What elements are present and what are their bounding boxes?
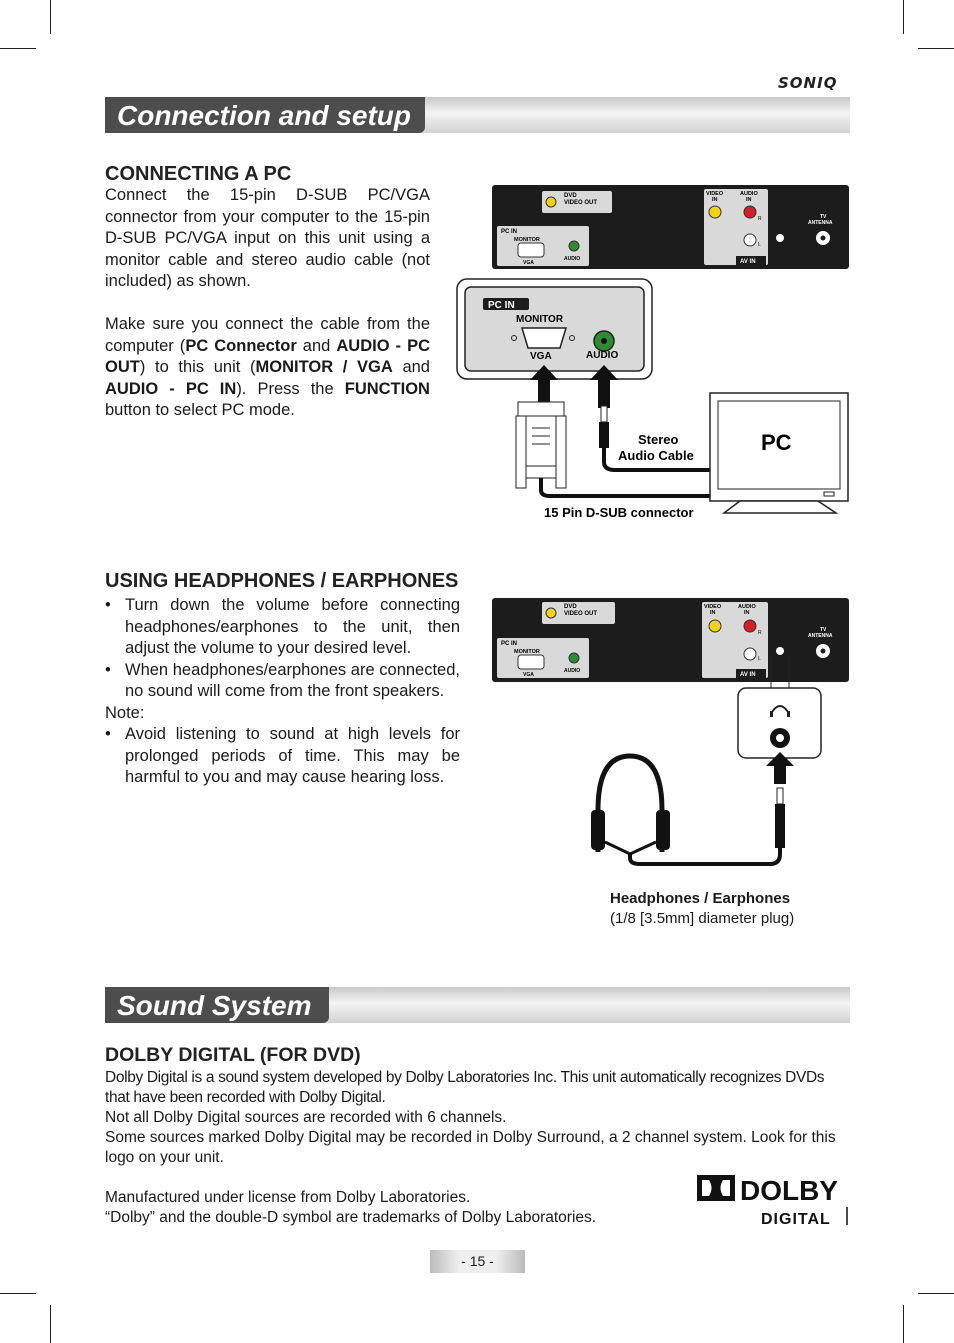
crop-mark	[0, 48, 36, 49]
svg-text:L: L	[758, 242, 761, 248]
svg-text:DVD: DVD	[564, 604, 577, 610]
dolby-word: DOLBY	[740, 1175, 838, 1206]
crop-mark	[903, 0, 904, 34]
svg-text:VIDEO OUT: VIDEO OUT	[564, 611, 598, 617]
note-label: Note:	[105, 703, 145, 722]
bullet-item: • When headphones/earphones are connected, no sound will come from the front speakers.	[105, 660, 460, 703]
svg-text:AUDIO: AUDIO	[738, 604, 756, 610]
back-panel	[492, 185, 849, 269]
dolby-heading: DOLBY DIGITAL (FOR DVD)	[105, 1044, 361, 1066]
pc-in-label: PC IN	[501, 229, 518, 235]
back-panel	[492, 598, 849, 682]
audio-plug	[599, 406, 609, 448]
svg-text:L: L	[758, 656, 761, 662]
dolby-line-4: Manufactured under license from Dolby Laboratories.	[105, 1189, 471, 1206]
crop-mark	[50, 1305, 51, 1343]
svg-text:IN: IN	[712, 197, 718, 203]
svg-text:MONITOR: MONITOR	[514, 649, 540, 655]
dolby-line-3: Some sources marked Dolby Digital may be recorded in Dolby Surround, a 2 channel system. Look for this logo on your unit.	[105, 1129, 836, 1166]
svg-text:TV: TV	[820, 627, 827, 633]
plug-size-caption: (1/8 [3.5mm] diameter plug)	[610, 910, 795, 927]
pc-heading: CONNECTING A PC	[105, 163, 292, 185]
svg-text:IN: IN	[710, 610, 716, 616]
bullet-item: • Avoid listening to sound at high levels for prolonged periods of time. This may be harmful to you and may cause hearing loss.	[105, 724, 460, 789]
pc-label: PC	[761, 430, 792, 455]
crop-mark	[918, 48, 954, 49]
brand-logo: SONIQ	[778, 74, 838, 92]
svg-text:AV IN: AV IN	[740, 672, 756, 678]
pc-monitor-illustration	[710, 393, 848, 513]
svg-text:VIDEO: VIDEO	[704, 604, 722, 610]
pc-paragraph-2: Make sure you connect the cable from the computer (PC Connector and AUDIO - PC OUT) to this unit (MONITOR / VGA and AUDIO - PC IN). Press the FUNCTION button to select PC mode.	[105, 315, 430, 419]
video-out-label: VIDEO OUT	[564, 200, 598, 206]
crop-mark	[903, 1305, 904, 1343]
svg-text:IN: IN	[744, 610, 750, 616]
headphones-text	[105, 595, 460, 789]
callout-pc-in-label: PC IN	[488, 300, 515, 311]
headphones-caption: Headphones / Earphones	[610, 890, 791, 907]
bullet-item: • Turn down the volume before connecting headphones/earphones to the unit, then adjust the volume to your desired level.	[105, 595, 460, 660]
page-number: - 15 -	[430, 1250, 525, 1273]
dolby-line-5: “Dolby” and the double-D symbol are trademarks of Dolby Laboratories.	[105, 1209, 597, 1226]
callout-vga-label: VGA	[530, 351, 552, 362]
digital-word: DIGITAL	[761, 1211, 831, 1228]
svg-text:ANTENNA: ANTENNA	[808, 220, 833, 226]
section-band-connection	[105, 97, 850, 133]
vga-plug	[516, 402, 566, 488]
vga-label: VGA	[523, 260, 534, 266]
crop-mark	[918, 1293, 954, 1294]
svg-text:R: R	[758, 216, 762, 222]
section-title: Sound System	[105, 987, 329, 1023]
audio-label: AUDIO	[564, 256, 581, 262]
pc-in-callout	[457, 279, 652, 379]
dvd-label: DVD	[564, 193, 577, 199]
stereo-label: Stereo	[638, 432, 679, 447]
dsub-label: 15 Pin D-SUB connector	[544, 505, 694, 520]
headphones-heading: USING HEADPHONES / EARPHONES	[105, 570, 459, 592]
svg-text:TV: TV	[820, 214, 827, 220]
svg-text:PC IN: PC IN	[501, 641, 518, 647]
dolby-digital-logo	[695, 1172, 851, 1228]
pc-connection-diagram	[440, 180, 860, 525]
svg-text:R: R	[758, 630, 762, 636]
headphones-diagram	[490, 596, 855, 896]
crop-mark	[0, 1293, 36, 1294]
svg-text:IN: IN	[746, 197, 752, 203]
svg-text:AUDIO: AUDIO	[564, 668, 581, 674]
pc-paragraph-1: Connect the 15-pin D-SUB PC/VGA connector from your computer to the 15-pin D-SUB PC/VGA input on this unit using a monitor cable and stereo audio cable (not included) as shown.	[105, 186, 430, 290]
section-band-sound	[105, 987, 850, 1023]
svg-text:ANTENNA: ANTENNA	[808, 633, 833, 639]
audio-in-label: AUDIO	[740, 191, 758, 197]
video-in-label: VIDEO	[706, 191, 724, 197]
crop-mark	[50, 0, 51, 34]
svg-text:VGA: VGA	[523, 672, 534, 678]
callout-monitor-label: MONITOR	[516, 314, 564, 325]
av-in-label: AV IN	[740, 259, 756, 265]
callout-audio-label: AUDIO	[586, 350, 619, 361]
audio-cable-label: Audio Cable	[618, 448, 694, 463]
monitor-label: MONITOR	[514, 237, 540, 243]
section-title: Connection and setup	[105, 97, 425, 133]
dolby-line-2: Not all Dolby Digital sources are recorded with 6 channels.	[105, 1109, 507, 1126]
headphones-illustration	[591, 756, 780, 864]
dolby-line-1: Dolby Digital is a sound system developed by Dolby Laboratories Inc. This unit automatically recognizes DVDs that have been recorded with Dolby Digital.	[105, 1069, 825, 1106]
